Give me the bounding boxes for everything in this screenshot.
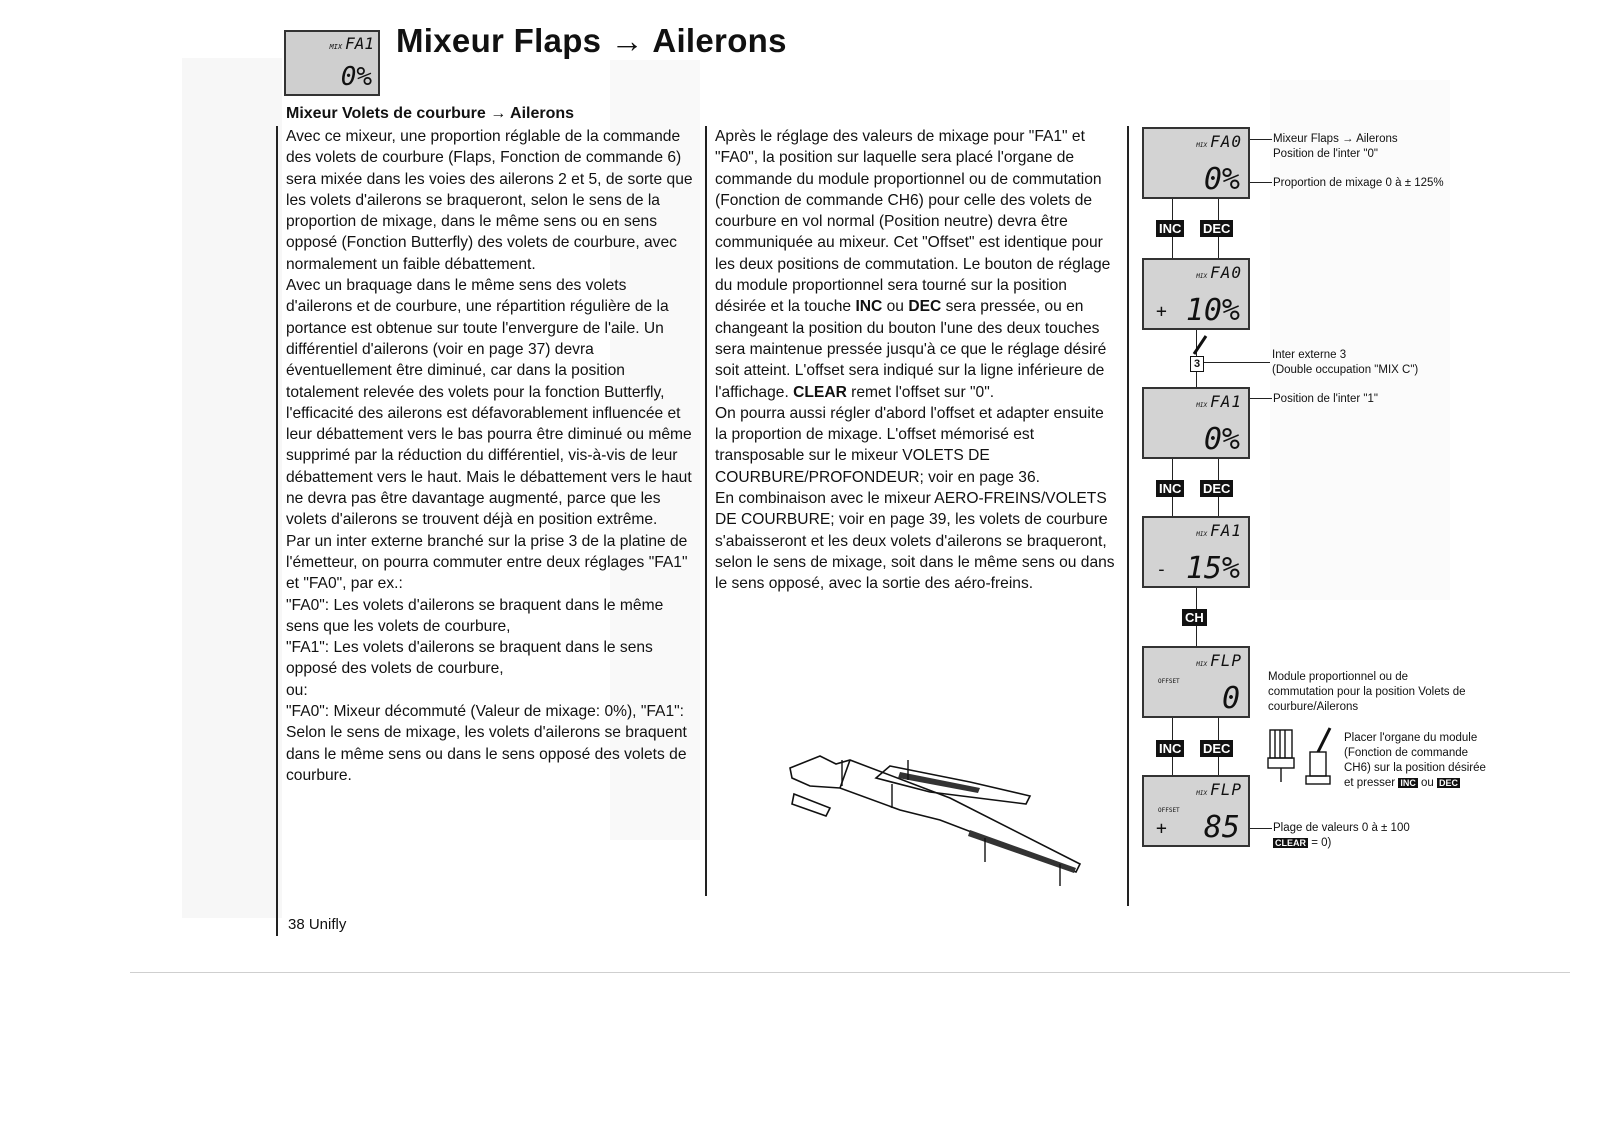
- lcd-value: 10%: [1185, 293, 1240, 328]
- inc-key: INC: [1156, 740, 1184, 757]
- section-subtitle: Mixeur Volets de courbure → Ailerons: [286, 105, 575, 122]
- paragraph: Par un inter externe branché sur la prise 3 de la platine de l'émetteur, on pourra commuter entre deux réglages "FA1" et "FA0", par ex.:: [286, 532, 688, 593]
- annotation-external-switch: Inter externe 3 (Double occupation "MIX C"): [1272, 349, 1419, 376]
- header-display-top: MIX FA1: [329, 34, 374, 53]
- middle-rule: [705, 126, 707, 896]
- text-column-2: [715, 126, 1117, 595]
- bleed-through-left: [182, 58, 282, 918]
- right-rule: [1127, 126, 1129, 906]
- lcd-display: [1142, 775, 1250, 847]
- inc-key: INC: [1156, 480, 1184, 497]
- lcd-value: 0: [1221, 681, 1240, 716]
- dec-key: DEC: [1200, 480, 1233, 497]
- paragraph: En combinaison avec le mixeur AERO-FREINS/VOLETS DE COURBURE; voir en page 39, les volets de courbure s'abaisseront et les deux volets d'ailerons se braqueront, selon le sens de mixage, soit dans le même sens ou dans le sens opposé, avec la sortie des aéro-freins.: [715, 490, 1115, 593]
- lcd-sign: -: [1156, 559, 1167, 580]
- lcd-mode: MIX FLP: [1196, 780, 1242, 799]
- paragraph: On pourra aussi régler d'abord l'offset et adapter ensuite la proportion de mixage. L'offset mémorisé est transposable sur le mixeur VOLETS DE COURBURE/PROFONDEUR; voir en page 36.: [715, 404, 1104, 486]
- lcd-value: 0%: [1203, 422, 1240, 457]
- paragraph: Après le réglage des valeurs de mixage pour "FA1" et "FA0", la position sur laquelle sera placé l'organe de commande du module proportionnel ou de commutation (Fonction de commande CH6) pour celle des volets de courbure en vol normal (Position neutre) devra être communiquée au mixeur. Cet "Offset" est identique pour les deux positions de commutation. Le bouton de réglage du module proportionnel sera tourné sur la position désirée et la touche INC ou DEC sera pressée, ou en changeant la position du bouton l'une des deux touches sera maintenue pressée jusqu'à ce que le réglage désiré soit atteint. L'offset sera indiqué sur la ligne inférieure de l'affichage. CLEAR remet l'offset sur "0".: [715, 128, 1111, 401]
- paragraph: Avec ce mixeur, une proportion réglable de la commande des volets de courbure (Flaps, Fonction de commande 6) sera mixée dans les voies des ailerons 2 et 5, de sorte que les volets d'ailerons se braqueront, selon le sens de la proportion de mixage, dans le même sens ou en sens opposé (Fonction Butterfly) des volets de courbure, avec normalement un faible débattement.: [286, 128, 693, 273]
- lcd-display: [1142, 516, 1250, 588]
- clear-key: CLEAR: [1275, 838, 1306, 848]
- text-column-1: [286, 126, 696, 786]
- header-display-value: 0%: [340, 62, 372, 92]
- leader-line: [1250, 828, 1272, 829]
- lcd-mode: MIX FA0: [1196, 263, 1242, 282]
- lcd-display: [1142, 127, 1250, 199]
- paragraph: ou:: [286, 681, 308, 699]
- leader-line: [1250, 182, 1272, 183]
- paragraph: "FA0": Mixeur décommuté (Valeur de mixage: 0%), "FA1": Selon le sens de mixage, les volets d'ailerons se braquent dans le même sens ou dans le sens opposé des volets de courbure.: [286, 703, 687, 784]
- lcd-offset-label: OFFSET: [1158, 807, 1180, 814]
- antenna-switch-icon: [1188, 334, 1212, 356]
- page-title: Mixeur Flaps → Ailerons: [396, 22, 787, 59]
- lcd-mode: MIX FA1: [1196, 392, 1242, 411]
- lcd-value: 0%: [1203, 162, 1240, 197]
- annotation-mixer-position: Mixeur Flaps → Ailerons Position de l'inter "0": [1273, 133, 1398, 160]
- lcd-display: [1142, 646, 1250, 718]
- annotation-mix-proportion: Proportion de mixage 0 à ± 125%: [1273, 177, 1444, 189]
- switch-3-icon: 3: [1190, 356, 1204, 372]
- ch-key: CH: [1182, 609, 1207, 626]
- leader-line: [1250, 398, 1272, 399]
- lcd-sign: +: [1156, 301, 1167, 322]
- left-rule: [276, 126, 278, 936]
- display-icon-header: [284, 30, 380, 96]
- page-fold-line: [130, 972, 1570, 973]
- leader-line: [1250, 139, 1272, 140]
- lcd-offset-label: OFFSET: [1158, 678, 1180, 685]
- annotation-place-control: Placer l'organe du module (Fonction de commande CH6) sur la position désirée et presser INC ou DEC: [1344, 732, 1486, 789]
- annotation-proportional-module: Module proportionnel ou de commutation pour la position Volets de courbure/Ailerons: [1268, 671, 1466, 713]
- page-footer: 38 Unifly: [288, 916, 347, 933]
- lcd-mode: MIX FA1: [1196, 521, 1242, 540]
- lcd-mode: MIX FA0: [1196, 132, 1242, 151]
- paragraph: Avec un braquage dans le même sens des volets d'ailerons et de courbure, une répartition régulière de la portance est obtenue sur toute l'envergure de l'aile. Un différentiel d'ailerons (voir en page 37) devra éventuellement être diminué, car dans la position totalement relevée des volets pour la fonction Butterfly, l'efficacité des ailerons est défavorablement influencée et leur débattement vers le bas pourra être diminué ou même supprimé par la réduction du différentiel, vis-à-vis de leur débattement vers le haut. Mais le débattement vers le haut ne devra pas être davantage augmenté, parce que les volets d'ailerons se trouvent déjà en position extrême.: [286, 277, 692, 529]
- dec-key: DEC: [1200, 740, 1233, 757]
- paragraph: "FA0": Les volets d'ailerons se braquent dans le même sens que les volets de courbure,: [286, 596, 664, 635]
- lcd-value: 85: [1203, 810, 1240, 845]
- lcd-display: [1142, 387, 1250, 459]
- inc-key: INC: [1156, 220, 1184, 237]
- leader-line: [1204, 362, 1270, 363]
- dec-key: DEC: [1200, 220, 1233, 237]
- inc-key: INC: [1400, 778, 1416, 788]
- proportional-module-icon: [1266, 726, 1342, 788]
- paragraph: "FA1": Les volets d'ailerons se braquent dans le sens opposé des volets de courbure,: [286, 639, 653, 678]
- lcd-sign: +: [1156, 818, 1167, 839]
- annotation-switch-position-1: Position de l'inter "1": [1273, 393, 1378, 405]
- lcd-value: 15%: [1185, 551, 1240, 586]
- annotation-value-range: Plage de valeurs 0 à ± 100 CLEAR = 0): [1273, 822, 1410, 849]
- dec-key: DEC: [1439, 778, 1459, 788]
- lcd-mode: MIX FLP: [1196, 651, 1242, 670]
- glider-illustration: [780, 738, 1100, 888]
- lcd-display: [1142, 258, 1250, 330]
